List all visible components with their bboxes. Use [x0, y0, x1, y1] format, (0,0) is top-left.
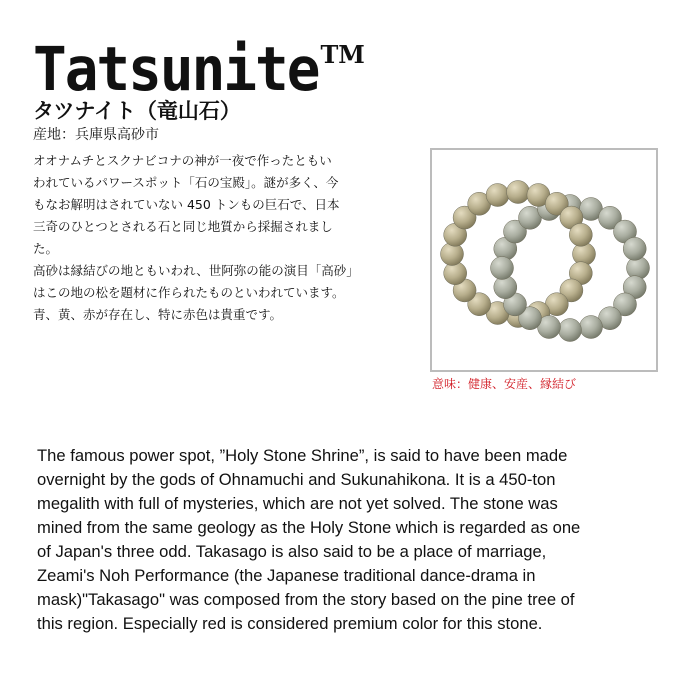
en-line: of Japan's three odd. Takasago is also said to be a place of marriage, — [37, 542, 547, 561]
en-line: this region. Especially red is considered premium color for this stone. — [37, 614, 543, 633]
english-description — [37, 444, 667, 636]
bracelet-image — [432, 150, 656, 370]
bead — [491, 257, 514, 280]
bead — [507, 181, 530, 204]
en-line: megalith with full of mysteries, which are not yet solved. The stone was — [37, 494, 558, 513]
jp-line: 高砂は縁結びの地ともいわれ、世阿弥の能の演目「高砂」 — [33, 263, 359, 278]
en-line: overnight by the gods of Ohnamuchi and Sukunahikona. It is a 450-ton — [37, 470, 556, 489]
bead — [559, 319, 582, 342]
jp-line: 青、黄、赤が存在し、特に赤色は貴重です。 — [33, 307, 283, 322]
japanese-subtitle: タツナイト（竜山石） — [33, 99, 241, 123]
product-title: Tatsunite — [33, 34, 319, 106]
jp-line: はこの地の松を題材に作られたものといわれています。 — [33, 285, 345, 300]
jp-line: われているパワースポット「石の宝殿」。謎が多く、今 — [33, 175, 339, 190]
jp-line: た。 — [33, 241, 59, 256]
en-line: mined from the same geology as the Holy Stone which is regarded as one — [37, 518, 581, 537]
jp-line: もなお解明はされていない 450 トンもの巨石で、日本 — [33, 197, 340, 212]
bracelet-photo — [430, 148, 658, 372]
trademark-mark: TM — [320, 40, 365, 69]
bead — [580, 316, 603, 339]
title-block — [33, 34, 365, 106]
bead — [569, 223, 592, 246]
en-line: The famous power spot, ”Holy Stone Shrine”, is said to have been made — [37, 446, 568, 465]
japanese-description — [33, 150, 403, 326]
meaning-label: 意味：健康、安産、縁結び — [432, 377, 577, 391]
en-line: mask)"Takasago" was composed from the story based on the pine tree of — [37, 590, 575, 609]
bead — [623, 237, 646, 260]
bead — [486, 184, 509, 207]
jp-line: オオナムチとスクナビコナの神が一夜で作ったともい — [33, 153, 332, 168]
origin-label: 産地：兵庫県高砂市 — [33, 127, 159, 143]
en-line: Zeami's Noh Performance (the Japanese traditional dance-drama in — [37, 566, 536, 585]
jp-line: 三奇のひとつとされる石と同じ地質から採掘されまし — [33, 219, 333, 234]
